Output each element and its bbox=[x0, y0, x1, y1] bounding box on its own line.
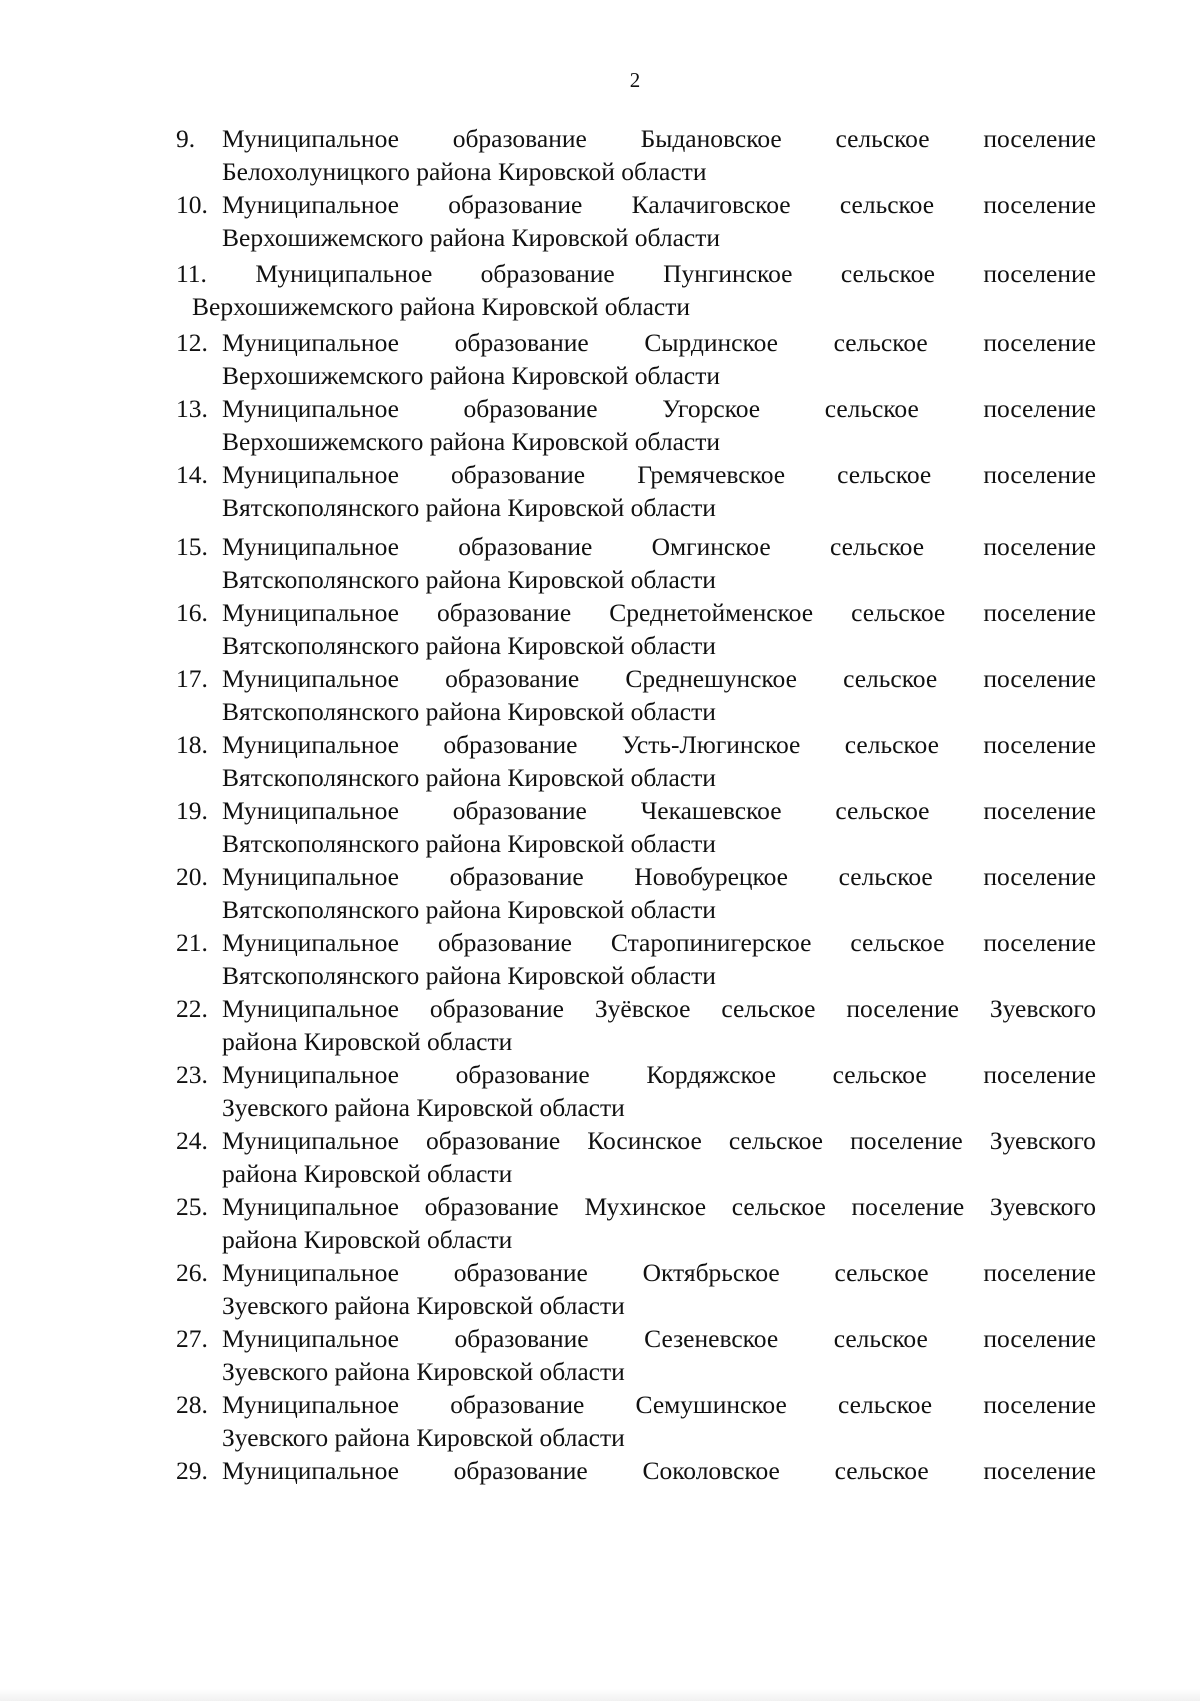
item-word: сельское bbox=[832, 1060, 927, 1089]
item-word: Муниципальное bbox=[222, 460, 399, 489]
list-item bbox=[176, 1322, 1096, 1388]
item-word: сельское bbox=[835, 124, 930, 153]
item-number: 19. bbox=[176, 796, 208, 825]
item-word: поселение bbox=[983, 1456, 1096, 1485]
item-word: Муниципальное bbox=[222, 1390, 399, 1419]
item-word: Октябрьское bbox=[642, 1258, 780, 1287]
item-word: сельское bbox=[835, 796, 930, 825]
item-line-2: Вятскополянского района Кировской области bbox=[222, 631, 716, 660]
item-word: сельское bbox=[834, 1258, 929, 1287]
item-word: поселение bbox=[846, 994, 959, 1023]
list-item bbox=[176, 1388, 1096, 1454]
item-word: Косинское bbox=[587, 1126, 702, 1155]
list-item bbox=[176, 530, 1096, 596]
item-word: образование bbox=[455, 1060, 590, 1089]
list-item bbox=[176, 257, 1096, 323]
item-word: образование bbox=[445, 664, 580, 693]
item-word: сельское bbox=[833, 1324, 928, 1353]
list-item bbox=[176, 122, 1096, 188]
list-item bbox=[176, 188, 1096, 254]
item-number: 18. bbox=[176, 730, 208, 759]
item-word: Чекашевское bbox=[640, 796, 782, 825]
item-line-2: Вятскополянского района Кировской области bbox=[222, 961, 716, 990]
item-word: сельское bbox=[824, 394, 919, 423]
item-word: Быдановское bbox=[640, 124, 782, 153]
item-number: 28. bbox=[176, 1390, 208, 1419]
item-number: 23. bbox=[176, 1060, 208, 1089]
item-word: Муниципальное bbox=[222, 1126, 399, 1155]
item-line-2: Верхошижемского района Кировской области bbox=[222, 223, 721, 252]
item-word: сельское bbox=[728, 1126, 823, 1155]
item-word: образование bbox=[453, 1456, 588, 1485]
item-word: Сезеневское bbox=[644, 1324, 779, 1353]
item-number: 25. bbox=[176, 1192, 208, 1221]
item-line-2: района Кировской области bbox=[222, 1027, 513, 1056]
item-word: образование bbox=[454, 1324, 589, 1353]
item-word: сельское bbox=[838, 862, 933, 891]
item-word: Среднетойменское bbox=[609, 598, 814, 627]
item-number: 15. bbox=[176, 532, 208, 561]
item-word: сельское bbox=[843, 664, 938, 693]
item-word: сельское bbox=[837, 460, 932, 489]
item-word: Кордяжское bbox=[646, 1060, 776, 1089]
item-word: сельское bbox=[838, 1390, 933, 1419]
item-word: поселение bbox=[983, 796, 1096, 825]
list-item bbox=[176, 992, 1096, 1058]
item-word: Зуёвское bbox=[594, 994, 691, 1023]
item-word: поселение bbox=[851, 1192, 965, 1221]
item-word: Среднешунское bbox=[625, 664, 797, 693]
item-line-2: района Кировской области bbox=[222, 1225, 513, 1254]
item-line-2: Верхошижемского района Кировской области bbox=[222, 361, 721, 390]
item-word: поселение bbox=[983, 1060, 1096, 1089]
item-word: Муниципальное bbox=[222, 1060, 399, 1089]
item-word: сельское bbox=[844, 730, 939, 759]
item-word: Омгинское bbox=[651, 532, 771, 561]
list-item bbox=[176, 1256, 1096, 1322]
item-word: Угорское bbox=[662, 394, 761, 423]
item-word: образование bbox=[426, 1126, 561, 1155]
item-word: поселение bbox=[983, 328, 1096, 357]
item-number: 9. bbox=[176, 124, 196, 153]
item-word: Гремячевское bbox=[637, 460, 786, 489]
list-item bbox=[176, 1058, 1096, 1124]
item-word: образование bbox=[454, 328, 589, 357]
item-word: Муниципальное bbox=[222, 598, 399, 627]
item-line-2: Вятскополянского района Кировской области bbox=[222, 697, 716, 726]
list-item bbox=[176, 326, 1096, 392]
item-word: образование bbox=[458, 532, 593, 561]
item-word: Муниципальное bbox=[222, 1258, 399, 1287]
item-word: образование bbox=[452, 124, 587, 153]
item-word: сельское bbox=[840, 259, 935, 288]
item-word: Усть-Люгинское bbox=[621, 730, 801, 759]
item-word: образование bbox=[443, 730, 578, 759]
item-word: Муниципальное bbox=[222, 124, 399, 153]
item-word: сельское bbox=[850, 928, 945, 957]
item-word: образование bbox=[437, 928, 572, 957]
list-item bbox=[176, 1190, 1096, 1256]
list-item bbox=[176, 596, 1096, 662]
item-word: сельское bbox=[721, 994, 816, 1023]
item-word: Муниципальное bbox=[222, 190, 399, 219]
item-line-2: Вятскополянского района Кировской области bbox=[222, 763, 716, 792]
item-word: Сырдинское bbox=[644, 328, 778, 357]
item-word: поселение bbox=[983, 1324, 1096, 1353]
item-word: образование bbox=[450, 1390, 585, 1419]
item-line-2: Зуевского района Кировской области bbox=[222, 1357, 625, 1386]
item-word: поселение bbox=[983, 664, 1096, 693]
item-word: сельское bbox=[829, 532, 925, 561]
item-line-2: Вятскополянского района Кировской области bbox=[222, 895, 716, 924]
list-item bbox=[176, 662, 1096, 728]
item-number: 13. bbox=[176, 394, 208, 423]
item-number: 24. bbox=[176, 1126, 208, 1155]
item-word: образование bbox=[480, 259, 615, 288]
item-word: Мухинское bbox=[584, 1192, 707, 1221]
item-word: поселение bbox=[983, 730, 1096, 759]
item-word: Муниципальное bbox=[222, 862, 399, 891]
item-line-2: Вятскополянского района Кировской области bbox=[222, 565, 716, 594]
item-word: образование bbox=[463, 394, 598, 423]
item-word: Муниципальное bbox=[222, 796, 399, 825]
item-word: поселение bbox=[983, 598, 1096, 627]
item-word: сельское bbox=[834, 1456, 929, 1485]
item-word: образование bbox=[451, 460, 586, 489]
list-item bbox=[176, 1454, 1096, 1487]
item-word: поселение bbox=[850, 1126, 963, 1155]
item-word: поселение bbox=[983, 928, 1096, 957]
item-number: 10. bbox=[176, 190, 208, 219]
item-line-2: района Кировской области bbox=[222, 1159, 513, 1188]
item-line-2: Верхошижемского района Кировской области bbox=[222, 427, 721, 456]
item-word: поселение bbox=[983, 532, 1096, 561]
item-word: образование bbox=[424, 1192, 559, 1221]
item-number: 29. bbox=[176, 1456, 208, 1485]
item-word: сельское bbox=[851, 598, 946, 627]
list-item bbox=[176, 1124, 1096, 1190]
item-number: 21. bbox=[176, 928, 208, 957]
item-word: сельское bbox=[731, 1192, 826, 1221]
item-word: Зуевского bbox=[989, 1126, 1096, 1155]
item-number: 12. bbox=[176, 328, 208, 357]
item-line-2: Зуевского района Кировской области bbox=[222, 1423, 625, 1452]
item-line-2: Вятскополянского района Кировской области bbox=[222, 493, 716, 522]
item-line-2: Белохолуницкого района Кировской области bbox=[222, 157, 707, 186]
item-number: 27. bbox=[176, 1324, 208, 1353]
item-line-2: Зуевского района Кировской области bbox=[222, 1291, 625, 1320]
item-line-2: Верхошижемского района Кировской области bbox=[192, 292, 691, 321]
list-item bbox=[176, 728, 1096, 794]
item-word: Калачиговское bbox=[631, 190, 791, 219]
item-word: Старопинигерское bbox=[610, 928, 812, 957]
item-word: Муниципальное bbox=[222, 664, 399, 693]
item-word: образование bbox=[437, 598, 572, 627]
list-item bbox=[176, 860, 1096, 926]
item-word: Муниципальное bbox=[222, 532, 399, 561]
item-word: поселение bbox=[983, 1390, 1096, 1419]
page-number: 2 bbox=[629, 68, 641, 92]
item-line-2: Вятскополянского района Кировской области bbox=[222, 829, 716, 858]
item-number: 14. bbox=[176, 460, 208, 489]
item-word: Муниципальное bbox=[222, 994, 399, 1023]
item-word: образование bbox=[429, 994, 564, 1023]
item-word: Муниципальное bbox=[222, 328, 399, 357]
item-number: 22. bbox=[176, 994, 208, 1023]
item-word: Соколовское bbox=[642, 1456, 780, 1485]
item-word: Муниципальное bbox=[222, 394, 399, 423]
item-word: Муниципальное bbox=[222, 1324, 399, 1353]
item-word: сельское bbox=[839, 190, 935, 219]
item-word: Зуевского bbox=[989, 994, 1096, 1023]
item-word: образование bbox=[453, 1258, 588, 1287]
item-word: поселение bbox=[983, 190, 1096, 219]
item-word: сельское bbox=[833, 328, 928, 357]
list-item bbox=[176, 392, 1096, 458]
list-item bbox=[176, 458, 1096, 524]
item-word: поселение bbox=[983, 394, 1096, 423]
item-word: Новобурецкое bbox=[634, 862, 789, 891]
item-word: поселение bbox=[983, 259, 1096, 288]
item-word: образование bbox=[452, 796, 587, 825]
item-number: 16. bbox=[176, 598, 208, 627]
item-number: 17. bbox=[176, 664, 208, 693]
item-word: Зуевского bbox=[989, 1192, 1096, 1221]
item-word: образование bbox=[449, 862, 584, 891]
item-word: Пунгинское bbox=[663, 259, 793, 288]
item-number: 20. bbox=[176, 862, 208, 891]
item-word: поселение bbox=[983, 1258, 1096, 1287]
item-word: Муниципальное bbox=[222, 928, 399, 957]
item-word: поселение bbox=[983, 124, 1096, 153]
item-word: Муниципальное bbox=[255, 259, 433, 288]
item-word: образование bbox=[448, 190, 583, 219]
item-word: Муниципальное bbox=[222, 730, 399, 759]
item-word: Муниципальное bbox=[222, 1456, 399, 1485]
item-number: 11. bbox=[176, 259, 207, 288]
item-word: поселение bbox=[983, 862, 1096, 891]
municipality-list bbox=[176, 122, 1096, 1487]
item-word: поселение bbox=[983, 460, 1096, 489]
list-item bbox=[176, 926, 1096, 992]
item-line-2: Зуевского района Кировской области bbox=[222, 1093, 625, 1122]
scan-bottom-edge bbox=[0, 1689, 1200, 1701]
list-item bbox=[176, 794, 1096, 860]
item-number: 26. bbox=[176, 1258, 208, 1287]
item-word: Семушинское bbox=[635, 1390, 787, 1419]
item-word: Муниципальное bbox=[222, 1192, 399, 1221]
